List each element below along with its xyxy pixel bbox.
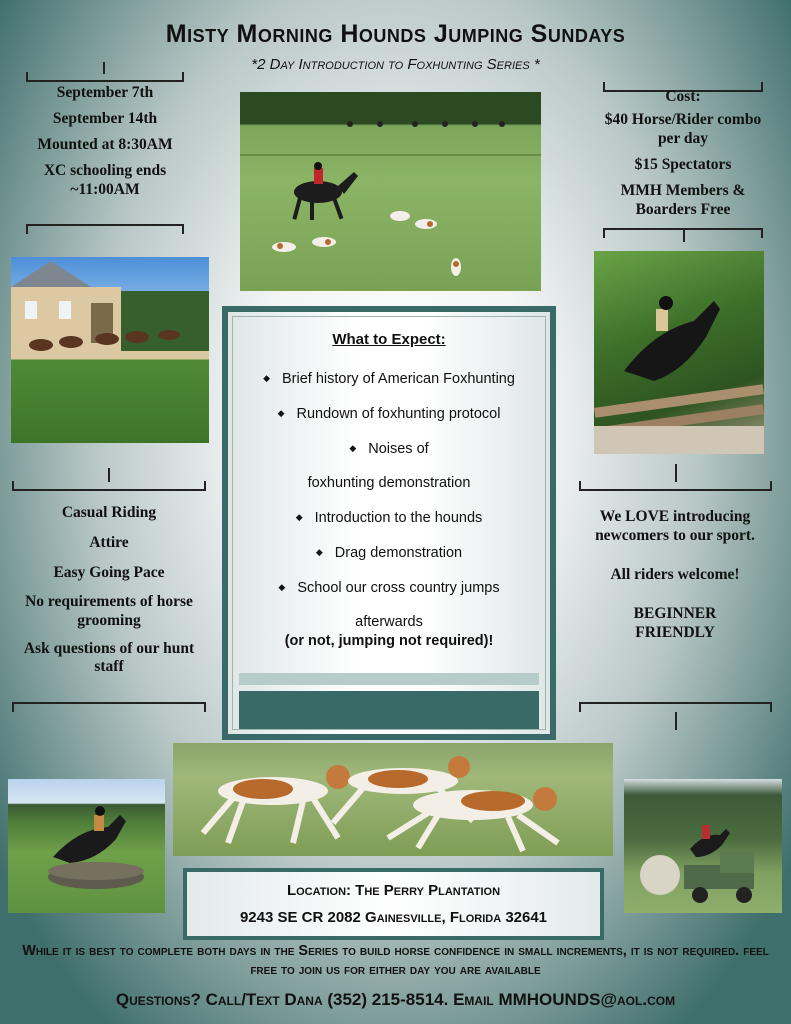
welcome-bracket-top bbox=[579, 481, 772, 491]
attire-line-1: Casual Riding bbox=[61, 504, 157, 521]
location-address: 9243 SE CR 2082 Gainesville, Florida 32641 bbox=[239, 909, 548, 926]
welcome-line-2: All riders welcome! bbox=[610, 565, 740, 583]
location-title: Location: The Perry Plantation bbox=[286, 882, 501, 899]
attire-bracket-bottom bbox=[12, 702, 206, 712]
expect-item-continued: afterwards bbox=[355, 614, 423, 630]
expect-item: ◆ Drag demonstration bbox=[315, 545, 463, 561]
expect-item: ◆ Noises of bbox=[349, 441, 429, 457]
attire-bracket-top bbox=[12, 481, 206, 491]
what-to-expect-panel bbox=[222, 306, 556, 740]
what-to-expect-list bbox=[233, 361, 545, 639]
panel-accent-bar-dark bbox=[239, 691, 539, 729]
log-jump-illustration bbox=[8, 779, 165, 913]
attire-line-4: No requirements of horse grooming bbox=[25, 592, 193, 629]
attire-line-2: Attire bbox=[89, 533, 129, 551]
running-hounds-photo bbox=[173, 743, 613, 856]
contact-line: Questions? Call/Text Dana (352) 215-8514. Email MMHOUNDS@aol.com bbox=[115, 990, 676, 1009]
schedule-bracket-bottom bbox=[26, 224, 184, 234]
cost-bracket-stem bbox=[683, 230, 685, 242]
rider-jumping-photo bbox=[594, 251, 764, 454]
welcome-line-1: We LOVE introducing newcomers to our sport. bbox=[595, 508, 755, 544]
expect-item: ◆ School our cross country jumps bbox=[278, 580, 500, 596]
attire-block bbox=[14, 504, 204, 684]
expect-item: ◆ Rundown of foxhunting protocol bbox=[277, 406, 501, 422]
schedule-date-2: September 14th bbox=[52, 109, 158, 127]
expect-item: ◆ Brief history of American Foxhunting bbox=[263, 371, 515, 387]
expect-item: ◆ Introduction to the hounds bbox=[295, 510, 483, 526]
cost-spectators: $15 Spectators bbox=[634, 155, 732, 173]
schedule-end-time: XC schooling ends ~11:00AM bbox=[43, 161, 167, 198]
welcome-bracket-stem-bottom bbox=[675, 712, 677, 730]
jumping-optional-note: (or not, jumping not required)! bbox=[284, 633, 494, 649]
schedule-date-1: September 7th bbox=[56, 84, 154, 101]
truck-hay-jump-photo bbox=[624, 779, 782, 913]
panel-accent-bar-light bbox=[239, 673, 539, 685]
barn-house-photo bbox=[11, 257, 209, 443]
schedule-bracket-top bbox=[26, 72, 184, 82]
expect-item-continued: foxhunting demonstration bbox=[307, 475, 471, 491]
bullet-icon: ◆ bbox=[349, 443, 357, 453]
barn-house-illustration bbox=[11, 257, 209, 443]
page-title: Misty Morning Hounds Jumping Sundays bbox=[165, 20, 626, 48]
what-to-expect-inner bbox=[232, 316, 546, 730]
welcome-bracket-bottom bbox=[579, 702, 772, 712]
welcome-line-3: BEGINNER FRIENDLY bbox=[633, 604, 717, 641]
schedule-block bbox=[26, 84, 184, 207]
hunt-field-illustration bbox=[240, 92, 541, 291]
series-note: While it is best to complete both days in the Series to build horse confidence in small increments, it is not required. feel free to join us for either day you are available bbox=[22, 943, 769, 978]
bullet-icon: ◆ bbox=[263, 373, 270, 383]
cost-block bbox=[603, 88, 763, 226]
schedule-mount-time: Mounted at 8:30AM bbox=[37, 135, 173, 153]
page-subtitle: *2 Day Introduction to Foxhunting Series * bbox=[251, 56, 540, 73]
running-hounds-illustration bbox=[173, 743, 613, 856]
bullet-icon: ◆ bbox=[277, 408, 285, 418]
truck-hay-jump-illustration bbox=[624, 779, 782, 913]
bullet-icon: ◆ bbox=[278, 582, 286, 592]
cost-horse-rider: $40 Horse/Rider combo per day bbox=[604, 110, 762, 147]
location-box bbox=[183, 868, 604, 940]
attire-line-5: Ask questions of our hunt staff bbox=[23, 639, 195, 676]
cost-members: MMH Members & Boarders Free bbox=[620, 181, 746, 218]
attire-bracket-stem bbox=[108, 468, 110, 482]
attire-line-3: Easy Going Pace bbox=[53, 563, 165, 581]
log-jump-photo bbox=[8, 779, 165, 913]
bullet-icon: ◆ bbox=[295, 512, 303, 522]
hunt-field-photo bbox=[240, 92, 541, 291]
bullet-icon: ◆ bbox=[315, 547, 323, 557]
rider-jumping-illustration bbox=[594, 251, 764, 454]
what-to-expect-title: What to Expect: bbox=[332, 331, 446, 348]
welcome-block bbox=[592, 508, 758, 650]
cost-heading: Cost: bbox=[665, 88, 701, 105]
welcome-bracket-stem-top bbox=[675, 464, 677, 482]
